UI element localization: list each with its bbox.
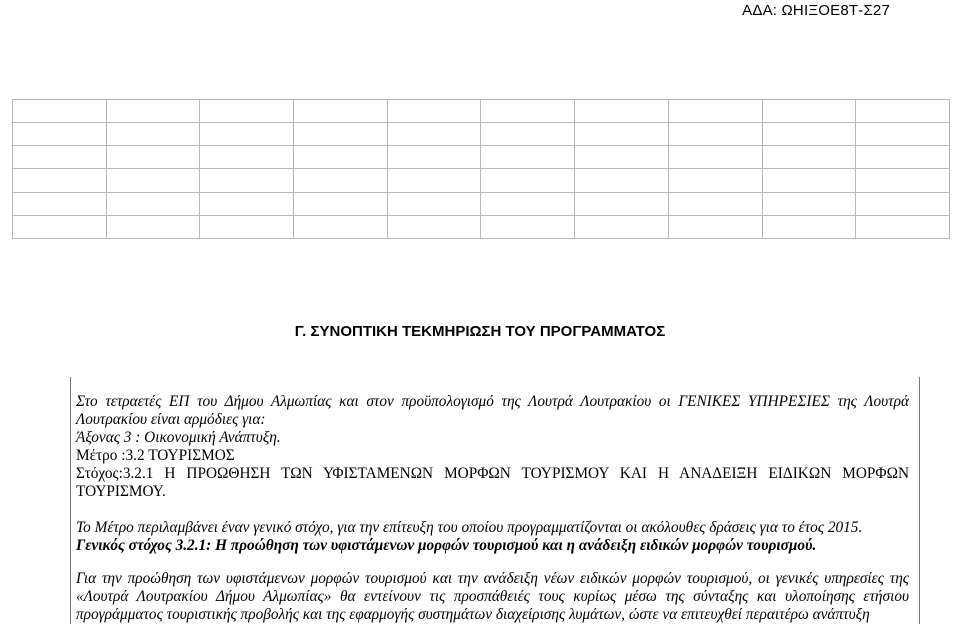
grid-cell (481, 146, 575, 169)
grid-cell (762, 169, 856, 192)
measure-description: Το Μέτρο περιλαμβάνει έναν γενικό στόχο, για την επίτευξη του οποίου προγραμματίζονται οι ακόλουθες δράσεις για το έτος 2015. (76, 519, 863, 536)
grid-cell (106, 215, 200, 238)
grid-cell (13, 100, 107, 123)
grid-cell (481, 123, 575, 146)
axis-line: Άξονας 3 : Οικονομική Ανάπτυξη. (76, 429, 281, 446)
grid-cell (200, 123, 294, 146)
grid-cell (387, 215, 481, 238)
grid-row (13, 192, 950, 215)
grid-cell (294, 146, 388, 169)
grid-cell (387, 123, 481, 146)
grid-cell (106, 146, 200, 169)
ada-code: ΑΔΑ: ΩΗΙΞΟΕ8Τ-Σ27 (742, 2, 890, 19)
goal-line: Στόχος:3.2.1 Η ΠΡΟΩΘΗΣΗ ΤΩΝ ΥΦΙΣΤΑΜΕΝΩΝ ΜΟΡΦΩΝ ΤΟΥΡΙΣΜΟΥ ΚΑΙ Η ΑΝΑΔΕΙΞΗ ΕΙΔΙΚΩΝ ΜΟΡΦΩΝ ΤΟΥΡΙΣΜΟΥ. (76, 465, 909, 500)
grid-cell (762, 123, 856, 146)
grid-row (13, 100, 950, 123)
grid-row (13, 215, 950, 238)
grid-cell (762, 146, 856, 169)
grid-cell (200, 100, 294, 123)
grid-cell (387, 169, 481, 192)
grid-cell (856, 169, 950, 192)
grid-row (13, 169, 950, 192)
grid-cell (13, 215, 107, 238)
grid-cell (13, 146, 107, 169)
grid-cell (668, 100, 762, 123)
grid-cell (668, 215, 762, 238)
grid-cell (294, 169, 388, 192)
grid-cell (387, 146, 481, 169)
final-paragraph: Για την προώθηση των υφιστάμενων μορφών τουρισμού και την ανάδειξη νέων ειδικών μορφών τουρισμού, οι γενικές υπηρεσίες της «Λουτρά Λουτρακίου Δήμου Αλμωπίας» θα εντείνουν τις προσπάθειές τους κυρίως μέσω της σύνταξης και υλοποίησης ετήσιου προγράμματος τουριστικής προβολής και της εφαρμογής συστημάτων διαχείρισης λυμάτων, ώστε να επιτευχθεί περαιτέρω ανάπτυξη (76, 570, 909, 623)
grid-cell (762, 192, 856, 215)
grid-cell (481, 192, 575, 215)
grid-cell (481, 169, 575, 192)
grid-cell (294, 215, 388, 238)
grid-cell (387, 100, 481, 123)
grid-cell (856, 215, 950, 238)
grid-row (13, 146, 950, 169)
grid-cell (856, 123, 950, 146)
grid-cell (200, 146, 294, 169)
grid-cell (575, 100, 669, 123)
grid-cell (294, 123, 388, 146)
grid-cell (762, 215, 856, 238)
grid-cell (200, 169, 294, 192)
grid-cell (13, 123, 107, 146)
grid-cell (106, 169, 200, 192)
intro-paragraph: Στο τετραετές ΕΠ του Δήμου Αλμωπίας και στον προϋπολογισμό της Λουτρά Λουτρακίου οι ΓΕΝΙΚΕΣ ΥΠΗΡΕΣΙΕΣ της Λουτρά Λουτρακίου είναι αρμόδιες για: (76, 393, 909, 428)
grid-cell (575, 146, 669, 169)
grid-cell (856, 192, 950, 215)
grid-cell (13, 169, 107, 192)
grid-cell (481, 215, 575, 238)
grid-cell (200, 215, 294, 238)
grid-cell (668, 169, 762, 192)
grid-cell (106, 192, 200, 215)
measure-line: Μέτρο :3.2 ΤΟΥΡΙΣΜΟΣ (76, 447, 235, 464)
grid-cell (294, 192, 388, 215)
grid-cell (13, 192, 107, 215)
grid-cell (668, 192, 762, 215)
grid-cell (575, 123, 669, 146)
grid-row (13, 123, 950, 146)
grid-cell (856, 100, 950, 123)
grid-cell (106, 100, 200, 123)
grid-cell (575, 169, 669, 192)
grid-cell (200, 192, 294, 215)
grid-cell (668, 146, 762, 169)
grid-cell (294, 100, 388, 123)
empty-table-grid (12, 99, 950, 239)
grid-cell (856, 146, 950, 169)
general-goal: Γενικός στόχος 3.2.1: Η προώθηση των υφιστάμενων μορφών τουρισμού και η ανάδειξη ειδικών μορφών τουρισμού. (76, 537, 817, 554)
grid-cell (481, 100, 575, 123)
section-title: Γ. ΣΥΝΟΠΤΙΚΗ ΤΕΚΜΗΡΙΩΣΗ ΤΟΥ ΠΡΟΓΡΑΜΜΑΤΟΣ (294, 323, 666, 340)
grid-cell (106, 123, 200, 146)
grid-cell (668, 123, 762, 146)
grid-cell (387, 192, 481, 215)
grid-cell (762, 100, 856, 123)
grid-cell (575, 192, 669, 215)
grid-cell (575, 215, 669, 238)
